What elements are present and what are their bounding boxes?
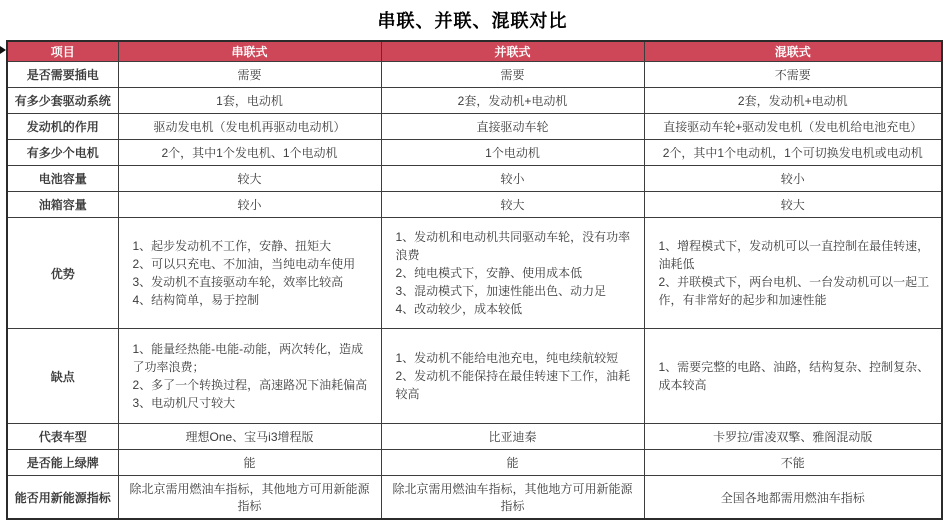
header-cell-item: 项目 <box>7 41 118 62</box>
row-label: 是否需要插电 <box>7 62 118 88</box>
table-cell: 较大 <box>644 192 942 218</box>
row-label: 是否能上绿牌 <box>7 450 118 476</box>
table-row <box>7 424 942 450</box>
table-cell <box>644 329 942 424</box>
row-label: 缺点 <box>7 329 118 424</box>
table-row <box>7 166 942 192</box>
table-cell: 除北京需用燃油车指标，其他地方可用新能源指标 <box>381 476 644 520</box>
table-row <box>7 329 942 424</box>
table-row <box>7 450 942 476</box>
list-line: 4、结构简单，易于控制 <box>132 293 260 307</box>
table-row <box>7 192 942 218</box>
table-cell: 驱动发电机（发电机再驱动电动机） <box>118 114 381 140</box>
page-title: 串联、并联、混联对比 <box>377 11 568 31</box>
list-line: 2、发动机不能保持在最佳转速下工作，油耗较高 <box>395 369 631 401</box>
table-cell <box>118 329 381 424</box>
row-label: 优势 <box>7 218 118 329</box>
list-line: 1、发动机不能给电池充电，纯电续航较短 <box>395 351 619 365</box>
table-cell: 1套，电动机 <box>118 88 381 114</box>
table-cell: 较小 <box>644 166 942 192</box>
table-cell: 较小 <box>118 192 381 218</box>
row-label: 发动机的作用 <box>7 114 118 140</box>
list-line: 2、可以只充电、不加油，当纯电动车使用 <box>132 257 356 271</box>
table-cell: 不需要 <box>644 62 942 88</box>
list-line: 3、发动机不直接驱动车轮，效率比较高 <box>132 275 344 289</box>
list-line: 2、并联模式下，两台电机、一台发动机可以一起工作，有非常好的起步和加速性能 <box>658 275 930 307</box>
table-cell <box>644 218 942 329</box>
table-cell: 2个，其中1个发电机、1个电动机 <box>118 140 381 166</box>
table-row <box>7 114 942 140</box>
row-label: 油箱容量 <box>7 192 118 218</box>
list-line: 3、电动机尺寸较大 <box>132 396 236 410</box>
table-cell: 能 <box>381 450 644 476</box>
row-label: 能否用新能源指标 <box>7 476 118 520</box>
table-row <box>7 476 942 520</box>
table-cell: 比亚迪秦 <box>381 424 644 450</box>
header-cell-series: 串联式 <box>118 41 381 62</box>
table-cell: 能 <box>118 450 381 476</box>
table-cell: 除北京需用燃油车指标，其他地方可用新能源指标 <box>118 476 381 520</box>
table-cell <box>381 218 644 329</box>
table-cell: 全国各地都需用燃油车指标 <box>644 476 942 520</box>
table-cell: 需要 <box>381 62 644 88</box>
table-cell: 直接驱动车轮+驱动发电机（发电机给电池充电） <box>644 114 942 140</box>
list-line: 1、需要完整的电路、油路，结构复杂、控制复杂、成本较高 <box>658 360 930 392</box>
list-line: 4、改动较少，成本较低 <box>395 302 523 316</box>
table-cell: 1个电动机 <box>381 140 644 166</box>
row-label: 电池容量 <box>7 166 118 192</box>
table-body <box>7 62 942 520</box>
table-cell: 卡罗拉/雷凌双擎、雅阁混动版 <box>644 424 942 450</box>
header-cell-mixed: 混联式 <box>644 41 942 62</box>
table-cell: 2套，发动机+电动机 <box>381 88 644 114</box>
table-header-row <box>7 41 942 62</box>
table-row <box>7 140 942 166</box>
list-line: 3、混动模式下，加速性能出色、动力足 <box>395 284 607 298</box>
list-line: 1、能量经热能-电能-动能，两次转化，造成了功率浪费； <box>132 342 364 374</box>
table-cell: 较大 <box>118 166 381 192</box>
row-label: 有多少套驱动系统 <box>7 88 118 114</box>
list-line: 1、发动机和电动机共同驱动车轮，没有功率浪费 <box>395 230 631 262</box>
table-cell: 较小 <box>381 166 644 192</box>
table-cell: 直接驱动车轮 <box>381 114 644 140</box>
list-line: 1、起步发动机不工作，安静、扭矩大 <box>132 239 332 253</box>
table-cell: 理想One、宝马i3增程版 <box>118 424 381 450</box>
comparison-table <box>6 40 943 520</box>
table-row <box>7 88 942 114</box>
table-cell <box>118 218 381 329</box>
list-line: 2、多了一个转换过程，高速路况下油耗偏高 <box>132 378 368 392</box>
table-cell <box>381 329 644 424</box>
row-label: 有多少个电机 <box>7 140 118 166</box>
table-cell: 2套，发动机+电动机 <box>644 88 942 114</box>
list-line: 2、纯电模式下，安静、使用成本低 <box>395 266 583 280</box>
table-cell: 较大 <box>381 192 644 218</box>
header-cell-parallel: 并联式 <box>381 41 644 62</box>
table-cell: 需要 <box>118 62 381 88</box>
list-line: 1、增程模式下，发动机可以一直控制在最佳转速，油耗低 <box>658 239 930 271</box>
table-cell: 2个，其中1个电动机，1个可切换发电机或电动机 <box>644 140 942 166</box>
row-label: 代表车型 <box>7 424 118 450</box>
table-row <box>7 62 942 88</box>
row-pointer-marker-icon <box>0 46 6 54</box>
table-row <box>7 218 942 329</box>
table-cell: 不能 <box>644 450 942 476</box>
